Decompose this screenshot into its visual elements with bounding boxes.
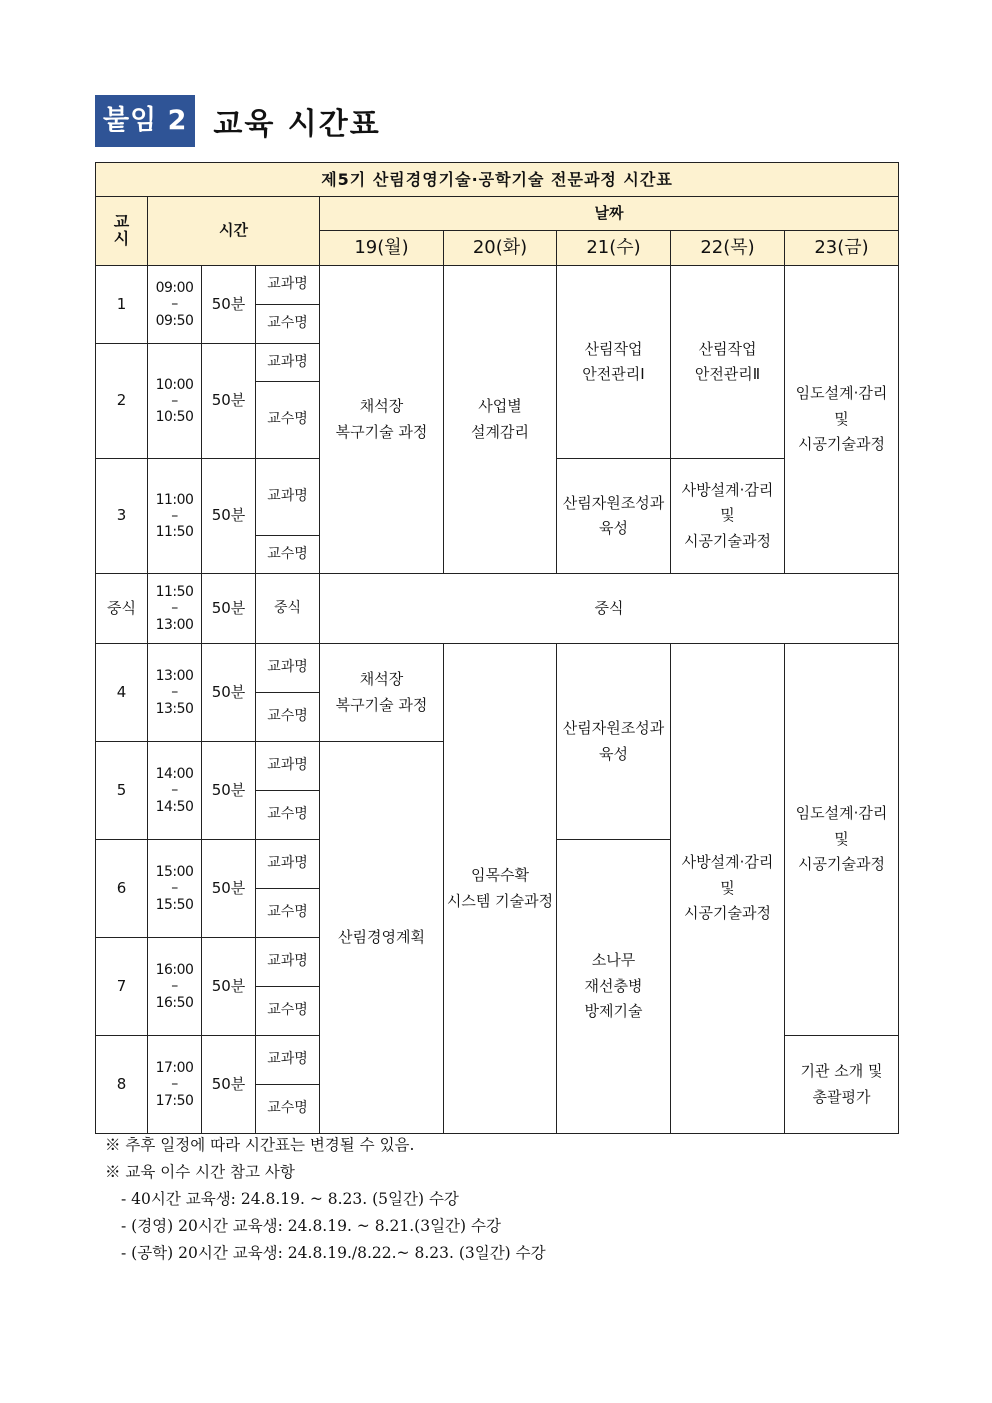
period-time: 11:00 – 11:50 [148,459,202,574]
period-duration: 50분 [202,266,256,344]
period-time: 17:00 – 17:50 [148,1036,202,1134]
fri-morning-course: 임도설계·감리 및 시공기술과정 [785,266,899,574]
timetable-title: 제5기 산림경영기술·공학기술 전문과정 시간표 [96,163,899,197]
wed-morning-course-a: 산림작업 안전관리Ⅰ [557,266,671,459]
lunch-time: 11:50 – 13:00 [148,574,202,644]
thu-morning-course-b: 사방설계·감리 및 시공기술과정 [671,459,785,574]
note-line: ※ 추후 일정에 따라 시간표는 변경될 수 있음. [105,1136,415,1154]
period-number: 4 [96,644,148,742]
period-duration: 50분 [202,344,256,459]
tue-afternoon-course: 임목수확 시스템 기술과정 [444,644,557,1134]
course-label: 교과명 [256,459,320,536]
period-number: 1 [96,266,148,344]
professor-label: 교수명 [256,305,320,344]
professor-label: 교수명 [256,1085,320,1134]
notes [105,1132,546,1267]
attachment-badge: 붙임 2 [95,95,195,147]
period-time: 10:00 – 10:50 [148,344,202,459]
lunch-content: 중식 [320,574,899,644]
period-duration: 50분 [202,644,256,742]
lunch-label: 중식 [256,574,320,644]
time-header: 시간 [148,197,320,266]
course-label: 교과명 [256,938,320,987]
course-label: 교과명 [256,742,320,791]
period-header: 교시 [96,197,148,266]
professor-label: 교수명 [256,693,320,742]
period-number: 3 [96,459,148,574]
day-header: 19(월) [320,231,444,266]
note-line: - (공학) 20시간 교육생: 24.8.19./8.22.~ 8.23. (3일간) 수강 [121,1244,546,1262]
professor-label: 교수명 [256,987,320,1036]
mon-afternoon-course-b: 산림경영계획 [320,742,444,1134]
course-label: 교과명 [256,266,320,305]
period-number: 8 [96,1036,148,1134]
page-heading [95,95,381,147]
course-label: 교과명 [256,840,320,889]
mon-morning-course: 채석장 복구기술 과정 [320,266,444,574]
professor-label: 교수명 [256,382,320,459]
day-header: 23(금) [785,231,899,266]
timetable [95,162,899,1134]
period-time: 15:00 – 15:50 [148,840,202,938]
tue-morning-course: 사업별 설계감리 [444,266,557,574]
period-time: 16:00 – 16:50 [148,938,202,1036]
fri-afternoon-course-b: 기관 소개 및 총괄평가 [785,1036,899,1134]
period-duration: 50분 [202,742,256,840]
day-header: 20(화) [444,231,557,266]
thu-afternoon-course: 사방설계·감리 및 시공기술과정 [671,644,785,1134]
lunch-period: 중식 [96,574,148,644]
date-header: 날짜 [320,197,899,231]
note-line: ※ 교육 이수 시간 참고 사항 [105,1163,295,1181]
professor-label: 교수명 [256,889,320,938]
period-number: 5 [96,742,148,840]
lunch-duration: 50분 [202,574,256,644]
thu-morning-course-a: 산림작업 안전관리Ⅱ [671,266,785,459]
course-label: 교과명 [256,644,320,693]
page-title: 교육 시간표 [213,107,381,142]
mon-afternoon-course-a: 채석장 복구기술 과정 [320,644,444,742]
fri-afternoon-course-a: 임도설계·감리 및 시공기술과정 [785,644,899,1036]
period-time: 09:00 – 09:50 [148,266,202,344]
period-number: 6 [96,840,148,938]
wed-morning-course-b: 산림자원조성과 육성 [557,459,671,574]
day-header: 22(목) [671,231,785,266]
course-label: 교과명 [256,344,320,382]
period-number: 7 [96,938,148,1036]
note-line: - 40시간 교육생: 24.8.19. ~ 8.23. (5일간) 수강 [121,1190,459,1208]
wed-afternoon-course-b: 소나무 재선충병 방제기술 [557,840,671,1134]
note-line: - (경영) 20시간 교육생: 24.8.19. ~ 8.21.(3일간) 수강 [121,1217,501,1235]
period-duration: 50분 [202,1036,256,1134]
period-number: 2 [96,344,148,459]
wed-afternoon-course-a: 산림자원조성과 육성 [557,644,671,840]
period-duration: 50분 [202,840,256,938]
professor-label: 교수명 [256,536,320,574]
period-duration: 50분 [202,459,256,574]
period-duration: 50분 [202,938,256,1036]
course-label: 교과명 [256,1036,320,1085]
period-time: 14:00 – 14:50 [148,742,202,840]
professor-label: 교수명 [256,791,320,840]
day-header: 21(수) [557,231,671,266]
period-time: 13:00 – 13:50 [148,644,202,742]
